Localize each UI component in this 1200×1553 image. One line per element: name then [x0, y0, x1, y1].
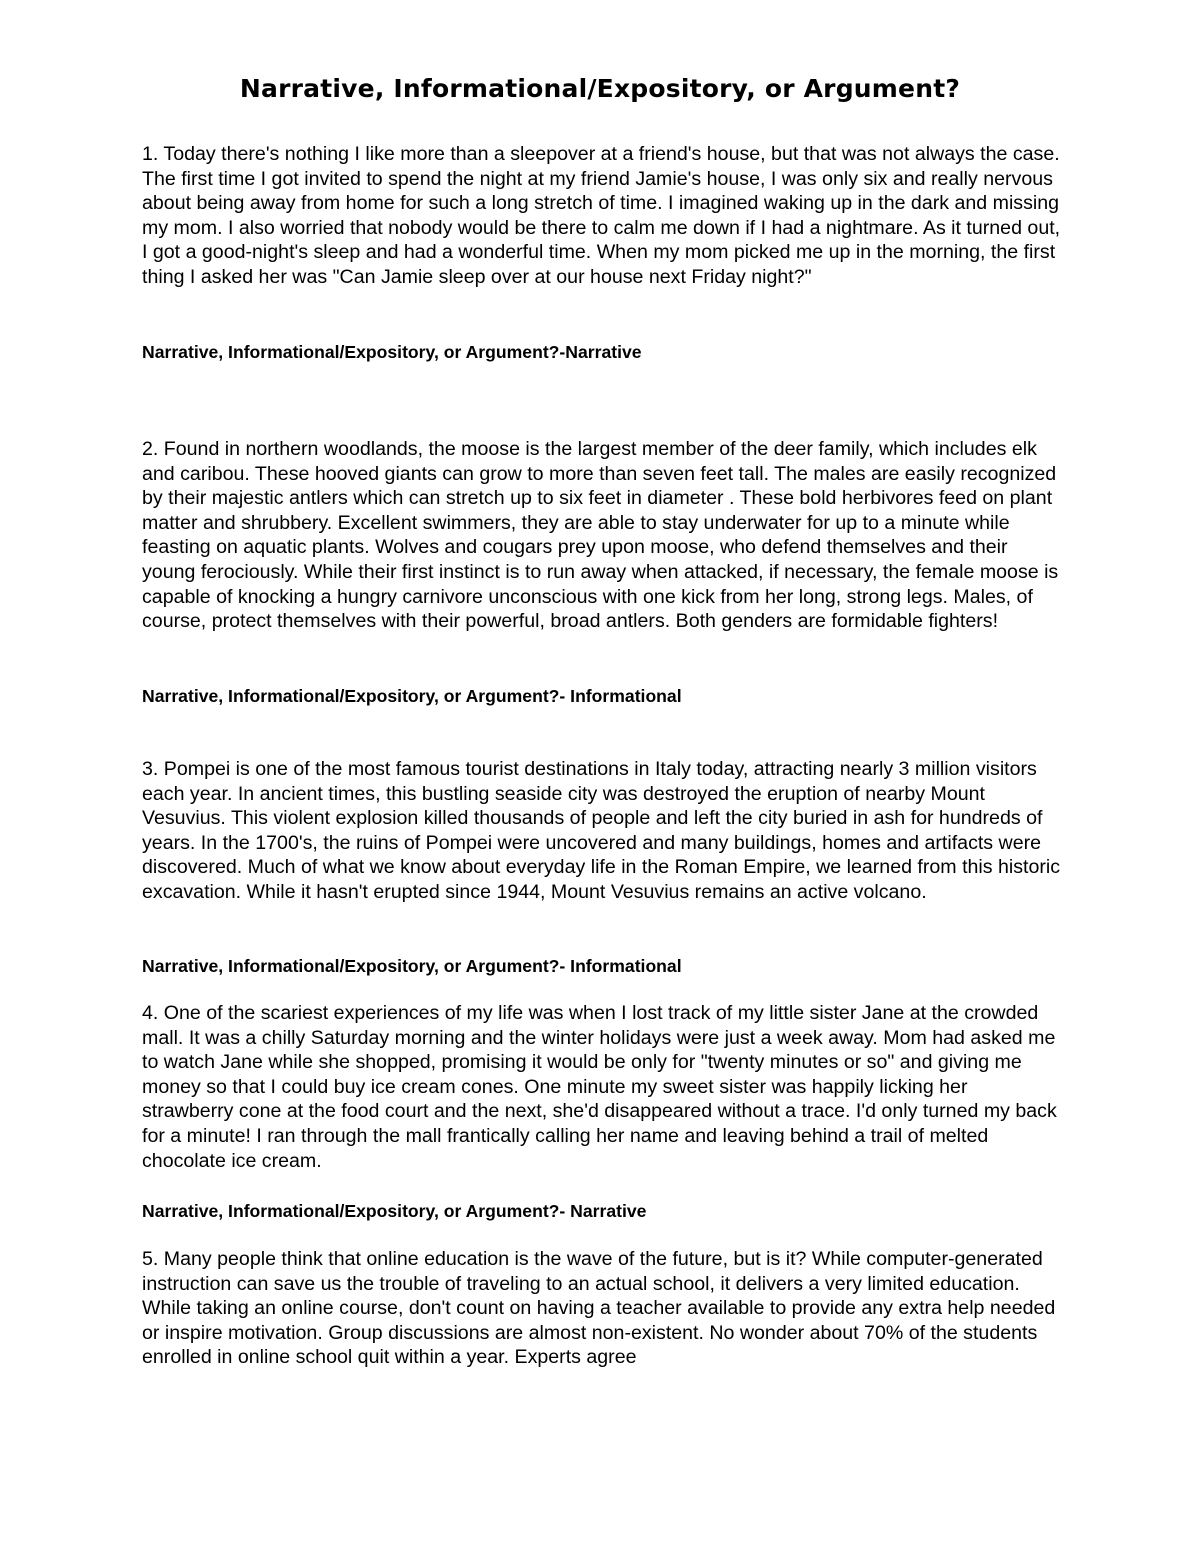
page-title: Narrative, Informational/Expository, or Argument? [239, 74, 961, 103]
passage-1: 1. Today there's nothing I like more than a sleepover at a friend's house, but that was not always the case. The first time I got invited to spend the night at my friend Jamie's house, I was only six and really nervous about being away from home for such a long stretch of time. I imagined waking up in the dark and missing my mom. I also worried that nobody would be there to calm me down if I had a nightmare. As it turned out, I got a good-night's sleep and had a wonderful time. When my mom picked me up in the morning, the first thing I asked her was "Can Jamie sleep over at our house next Friday night?" [142, 143, 1061, 288]
passage-3: 3. Pompei is one of the most famous tourist destinations in Italy today, attracting nearly 3 million visitors each year. In ancient times, this bustling seaside city was destroyed the eruption of nearby Mount Vesuvius. This violent explosion killed thousands of people and left the city buried in ash for hundreds of years. In the 1700's, the ruins of Pompei were uncovered and many buildings, homes and artifacts were discovered. Much of what we know about everyday life in the Roman Empire, we learned from this historic excavation. While it hasn't erupted since 1944, Mount Vesuvius remains an active volcano. [142, 758, 1061, 903]
answer-label-4: Narrative, Informational/Expository, or Argument?- Narrative [142, 1201, 647, 1221]
passage-2: 2. Found in northern woodlands, the moose is the largest member of the deer family, which includes elk and caribou. These hooved giants can grow to more than seven feet tall. The males are easily recognized by their majestic antlers which can stretch up to six feet in diameter . These bold herbivores feed on plant matter and shrubbery. Excellent swimmers, they are able to stay underwater for up to a minute while feasting on aquatic plants. Wolves and cougars prey upon moose, who defend themselves and their young ferociously. While their first instinct is to run away when attacked, if necessary, the female moose is capable of knocking a hungry carnivore unconscious with one kick from her long, strong legs. Males, of course, protect themselves with their powerful, broad antlers. Both genders are formidable fighters! [142, 438, 1059, 633]
answer-label-1: Narrative, Informational/Expository, or Argument?-Narrative [142, 342, 642, 362]
answer-label-2: Narrative, Informational/Expository, or Argument?- Informational [142, 686, 682, 706]
passage-5: 5. Many people think that online education is the wave of the future, but is it? While computer-generated instruction can save us the trouble of traveling to an actual school, it delivers a very limited education. While taking an online course, don't count on having a teacher available to provide any extra help needed or inspire motivation. Group discussions are almost non-existent. No wonder about 70% of the students enrolled in online school quit within a year. Experts agree [142, 1248, 1056, 1369]
answer-label-3: Narrative, Informational/Expository, or Argument?- Informational [142, 956, 682, 976]
passage-4: 4. One of the scariest experiences of my life was when I lost track of my little sister Jane at the crowded mall. It was a chilly Saturday morning and the winter holidays were just a week away. Mom had asked me to watch Jane while she shopped, promising it would be only for "twenty minutes or so" and giving me money so that I could buy ice cream cones. One minute my sweet sister was happily licking her strawberry cone at the food court and the next, she'd disappeared without a trace. I'd only turned my back for a minute! I ran through the mall frantically calling her name and leaving behind a trail of melted chocolate ice cream. [142, 1002, 1057, 1172]
